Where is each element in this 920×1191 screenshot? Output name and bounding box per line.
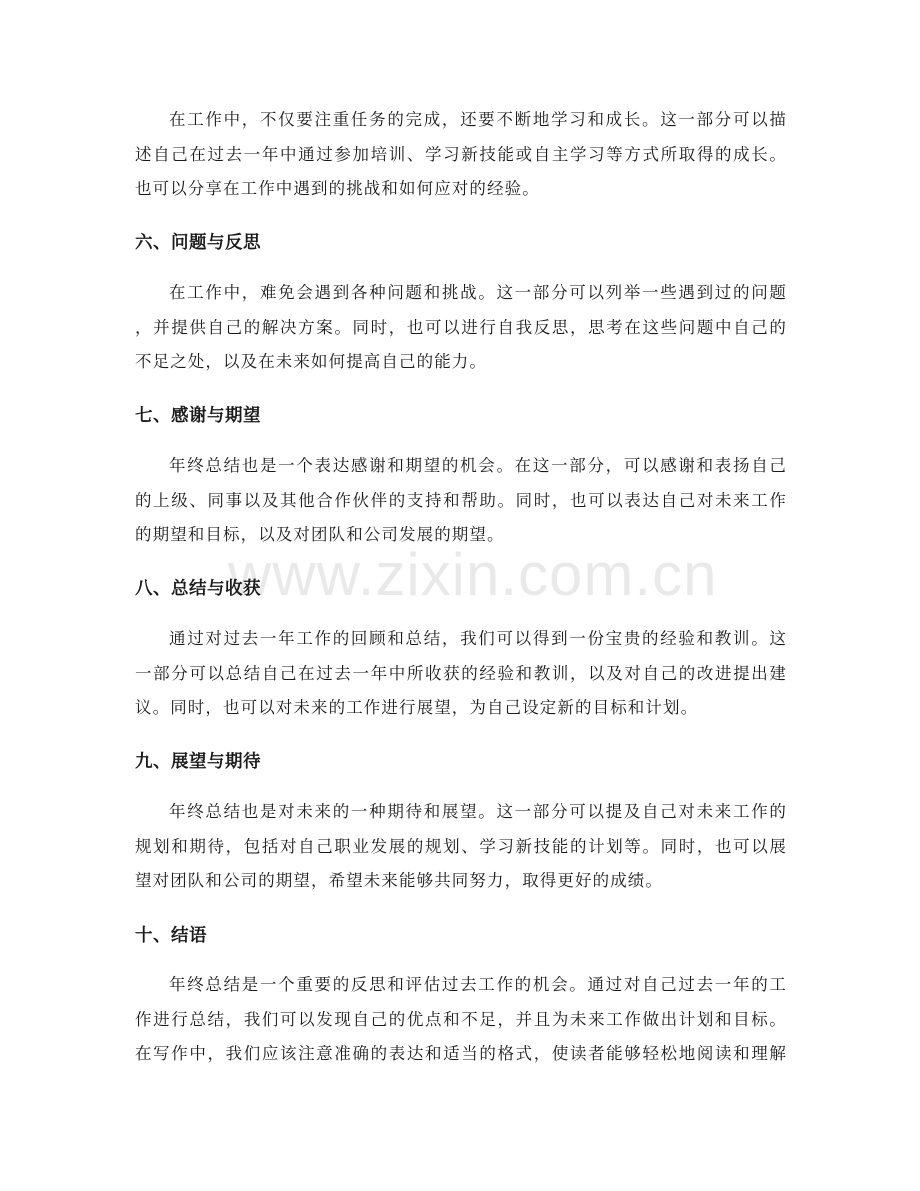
watermark: www.zixin.com.cn xyxy=(228,541,718,608)
paragraph-line: 望对团队和公司的期望，希望未来能够共同努力，取得更好的成绩。 xyxy=(135,871,663,890)
section-nine-body xyxy=(135,795,787,899)
paragraph-line: 在工作中，难免会遇到各种问题和挑战。这一部分可以列举一些遇到过的问题 xyxy=(169,283,787,302)
paragraph-line: 一部分可以总结自己在过去一年中所收获的经验和教训，以及对自己的改进提出建 xyxy=(135,663,787,683)
paragraph-line: 的上级、同事以及其他合作伙伴的支持和帮助。同时，也可以表达自己对未来工作 xyxy=(135,490,787,510)
paragraph xyxy=(135,103,787,207)
section-ten-body xyxy=(135,968,787,1072)
section-seven xyxy=(135,404,787,428)
paragraph-line: 在写作中，我们应该注意准确的表达和适当的格式，使读者能够轻松地阅读和理解 xyxy=(135,1044,787,1063)
paragraph-line: 议。同时，也可以对未来的工作进行展望，为自己设定新的目标和计划。 xyxy=(135,698,699,717)
paragraph-line: 通过对过去一年工作的回顾和总结，我们可以得到一份宝贵的经验和教训。这 xyxy=(169,629,787,648)
paragraph-line: 也可以分享在工作中遇到的挑战和如何应对的经验。 xyxy=(135,179,540,198)
paragraph xyxy=(135,622,787,726)
section-nine xyxy=(135,750,787,774)
section-seven-body xyxy=(135,449,787,553)
section-six-body xyxy=(135,276,787,380)
paragraph-line: 不足之处，以及在未来如何提高自己的能力。 xyxy=(135,352,487,371)
paragraph-line: 年终总结是一个重要的反思和评估过去工作的机会。通过对自己过去一年的工 xyxy=(169,975,787,994)
section-heading: 十、结语 xyxy=(135,926,207,946)
paragraph xyxy=(135,276,787,380)
paragraph xyxy=(135,968,787,1072)
paragraph-line: ，并提供自己的解决方案。同时，也可以进行自我反思，思考在这些问题中自己的 xyxy=(135,317,787,337)
section-heading: 八、总结与收获 xyxy=(135,579,261,599)
paragraph-line: 作进行总结，我们可以发现自己的优点和不足，并且为未来工作做出计划和目标。 xyxy=(135,1009,787,1029)
paragraph-line: 述自己在过去一年中通过参加培训、学习新技能或自主学习等方式所取得的成长。 xyxy=(135,144,787,164)
paragraph-line: 的期望和目标，以及对团队和公司发展的期望。 xyxy=(135,525,505,544)
section-eight-body xyxy=(135,622,787,726)
paragraph-line: 规划和期待，包括对自己职业发展的规划、学习新技能的计划等。同时，也可以展 xyxy=(135,836,787,856)
section-ten xyxy=(135,924,787,948)
paragraph xyxy=(135,449,787,553)
section-heading: 九、展望与期待 xyxy=(135,752,261,772)
paragraph-line: 在工作中，不仅要注重任务的完成，还要不断地学习和成长。这一部分可以描 xyxy=(169,110,787,129)
paragraph-line: 年终总结也是一个表达感谢和期望的机会。在这一部分，可以感谢和表扬自己 xyxy=(169,456,787,475)
paragraph-line: 年终总结也是对未来的一种期待和展望。这一部分可以提及自己对未来工作的 xyxy=(169,802,787,821)
section-intro xyxy=(135,103,787,207)
paragraph xyxy=(135,795,787,899)
section-six xyxy=(135,231,787,255)
section-heading: 七、感谢与期望 xyxy=(135,406,261,426)
section-heading: 六、问题与反思 xyxy=(135,233,261,253)
section-eight xyxy=(135,577,787,601)
